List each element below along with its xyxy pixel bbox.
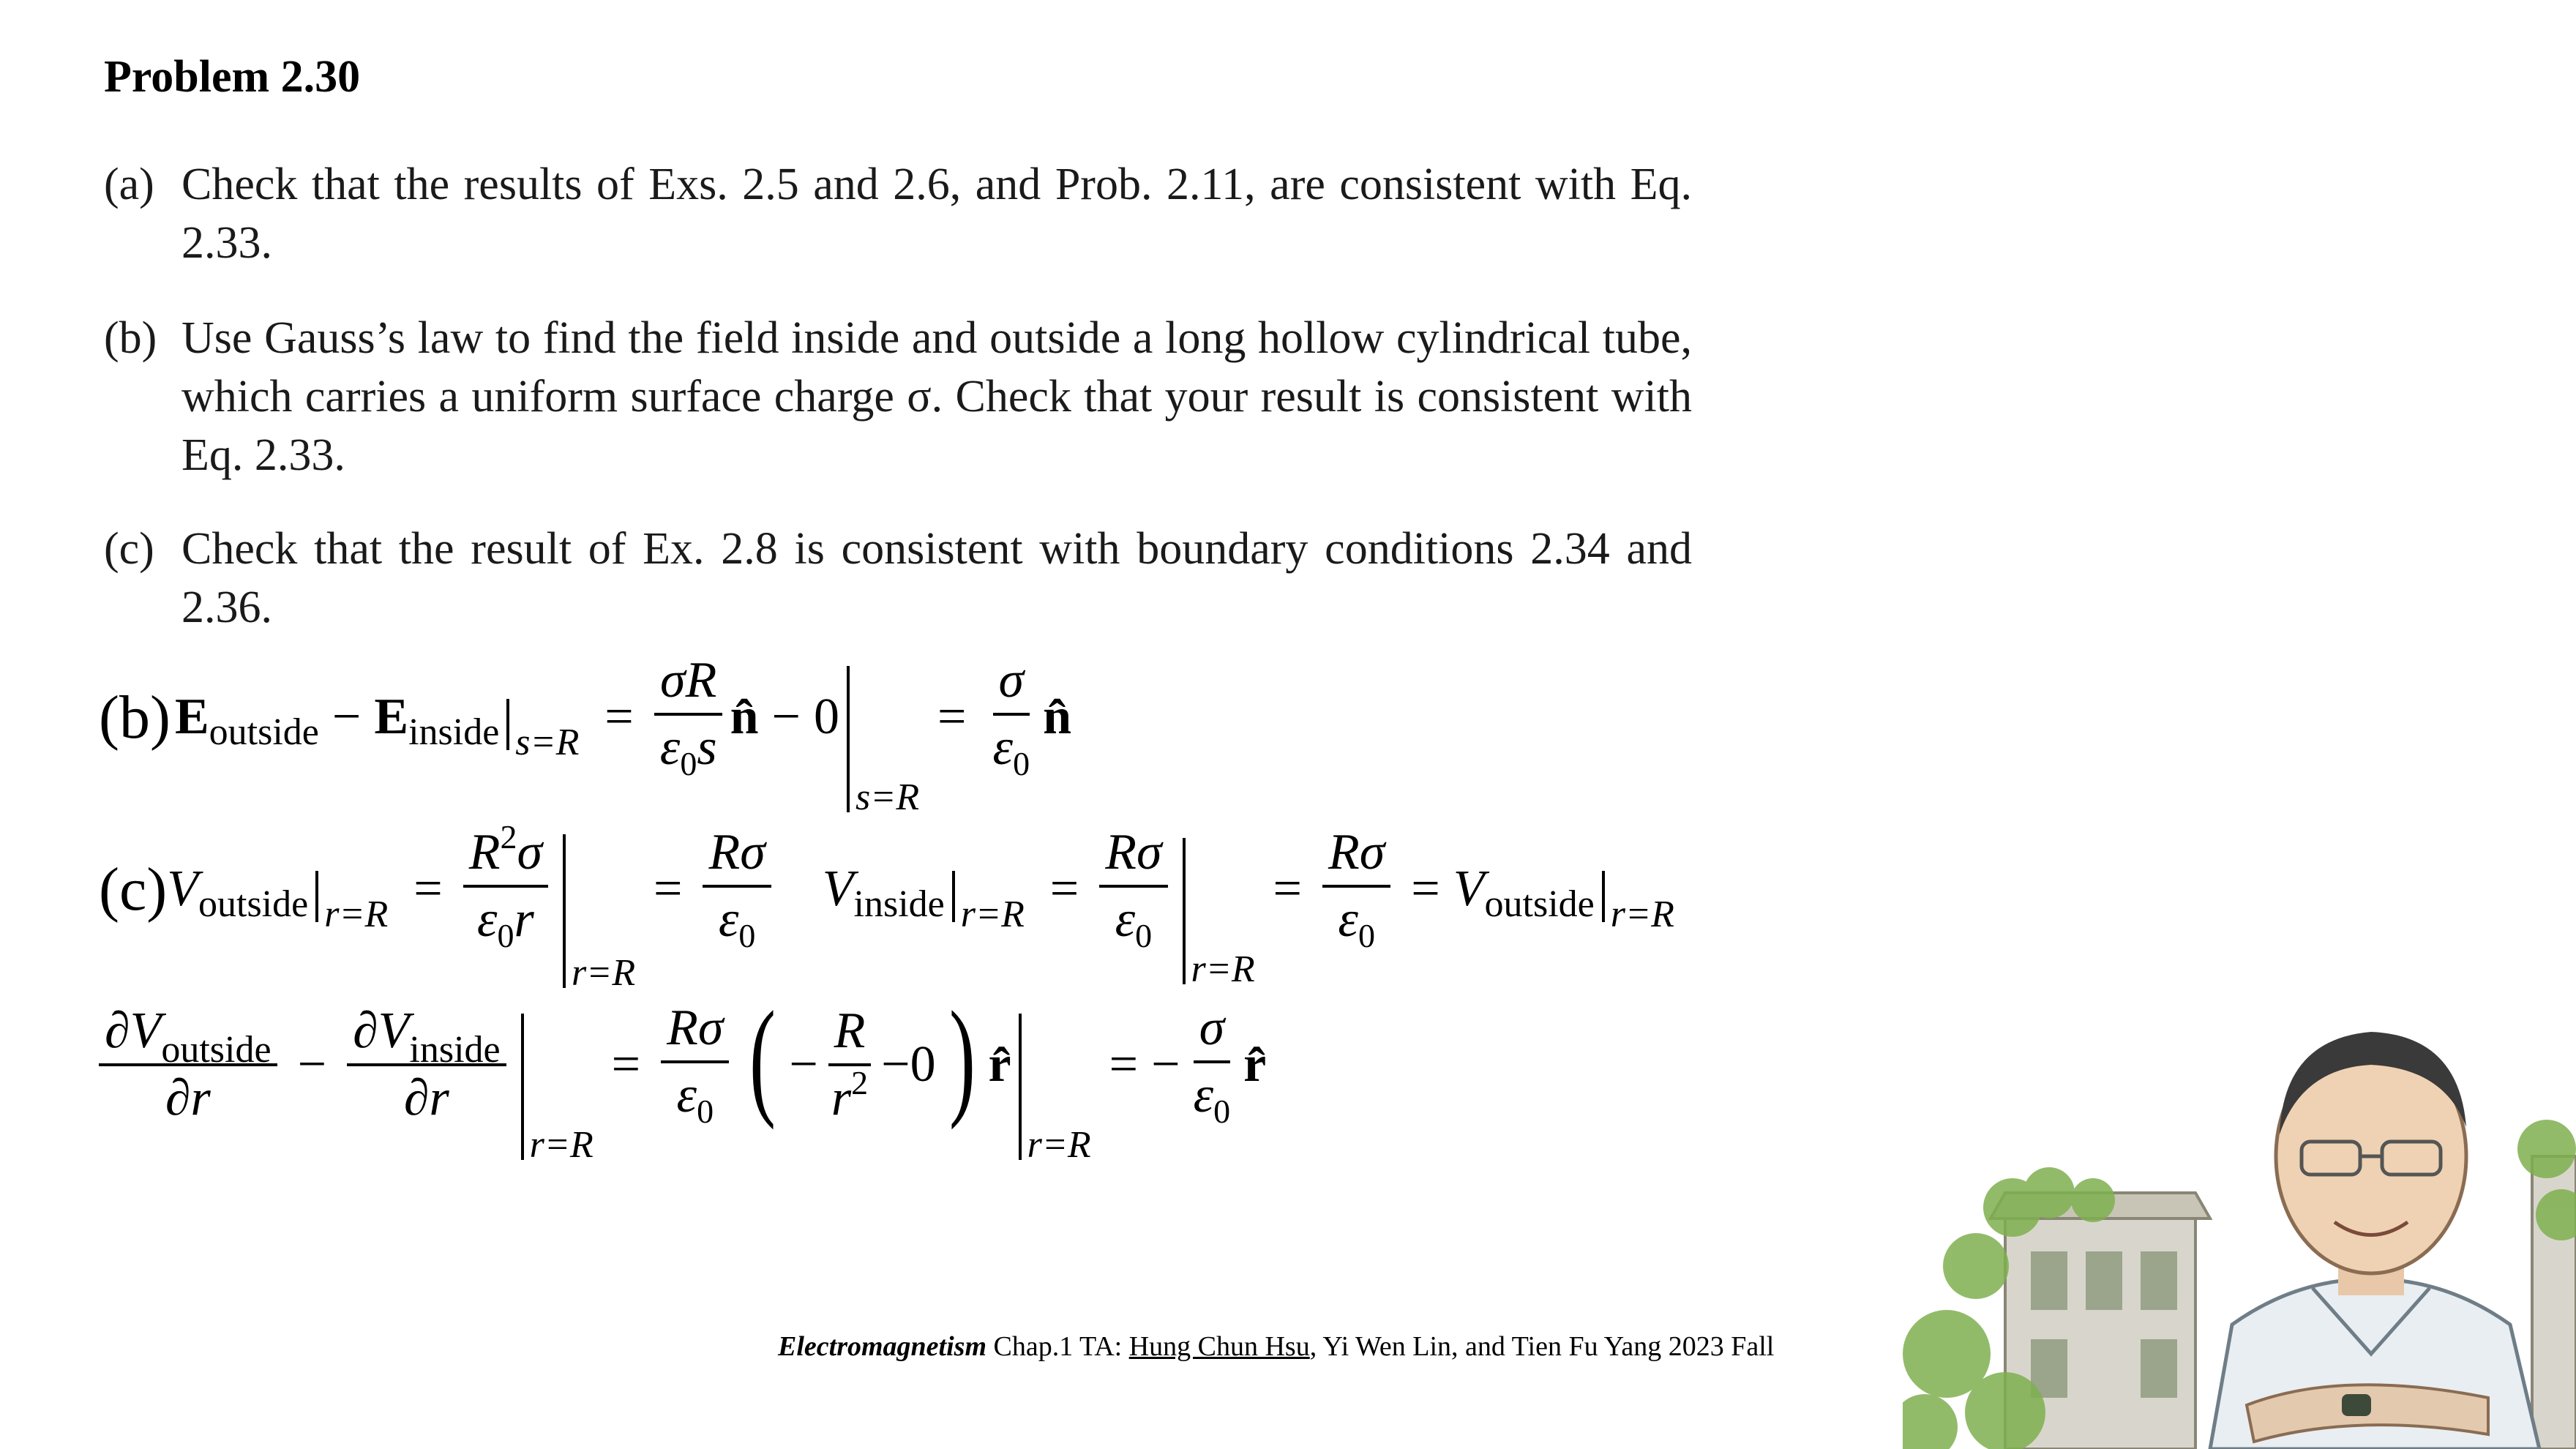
eq-b-label: (b) — [99, 683, 171, 752]
equation-b: (b) E outside − E inside s=R = $\frac{\sigma R}{\varepsilon_0s}$ n̂ − 0 s=R = $\frac{\sigma}{\varepsilon_0}$ n̂ — [99, 652, 1072, 818]
footer-rest: , Yi Wen Lin, and Tien Fu Yang 2023 Fall — [1309, 1331, 1775, 1362]
part-a-text: Check that the results of Exs. 2.5 and 2.6, and Prob. 2.11, are consistent with Eq. 2.33. — [181, 160, 1692, 268]
equation-c-derivative: $\frac{\partial V_{outside}}{\partial r}$ − $\frac{\partial V_{inside}}{\partial r}$ r=R = $\frac{R\sigma}{\varepsilon_0}$ ( − $\frac{R}{r^2}$ −0 ) r̂ r=R = − $\frac{\sigma}{\varepsilon_0}$ r̂ — [99, 977, 1266, 1153]
part-b — [104, 309, 1692, 484]
part-b-label: (b) — [104, 313, 157, 363]
part-c-text: Check that the result of Ex. 2.8 is consistent with boundary conditions 2.34 and 2.36. — [181, 524, 1692, 632]
part-c-label: (c) — [104, 524, 154, 574]
part-b-text: Use Gauss’s law to find the field inside and outside a long hollow cylindrical tube, which carries a uniform surface charge σ. Check that your result is consistent with Eq. 2.33. — [181, 313, 1692, 480]
equation-c-potential: (c) V outside r=R = $\frac{R^2\sigma}{\varepsilon_0r}$ r=R = $\frac{R\sigma}{\varepsilon_0}$ V inside r=R = $\frac{R\sigma}{\varepsilon_0}$ r=R = $\frac{R\sigma}{\varepsilon_0}$ = V outside r=R — [99, 818, 1674, 994]
man-figure — [2210, 1032, 2539, 1449]
part-a — [104, 155, 1692, 272]
footer-course: Electromagnetism — [778, 1331, 986, 1362]
part-a-label: (a) — [104, 160, 154, 209]
part-c — [104, 520, 1692, 637]
footer-chapter: Chap.1 TA: — [993, 1331, 1123, 1362]
eq-c-label: (c) — [99, 855, 168, 924]
problem-title: Problem 2.30 — [104, 52, 361, 102]
footer-credit — [778, 1330, 1774, 1363]
footer-ta1: Hung Chun Hsu — [1128, 1331, 1310, 1362]
ta-portrait-illustration — [1903, 973, 2576, 1449]
